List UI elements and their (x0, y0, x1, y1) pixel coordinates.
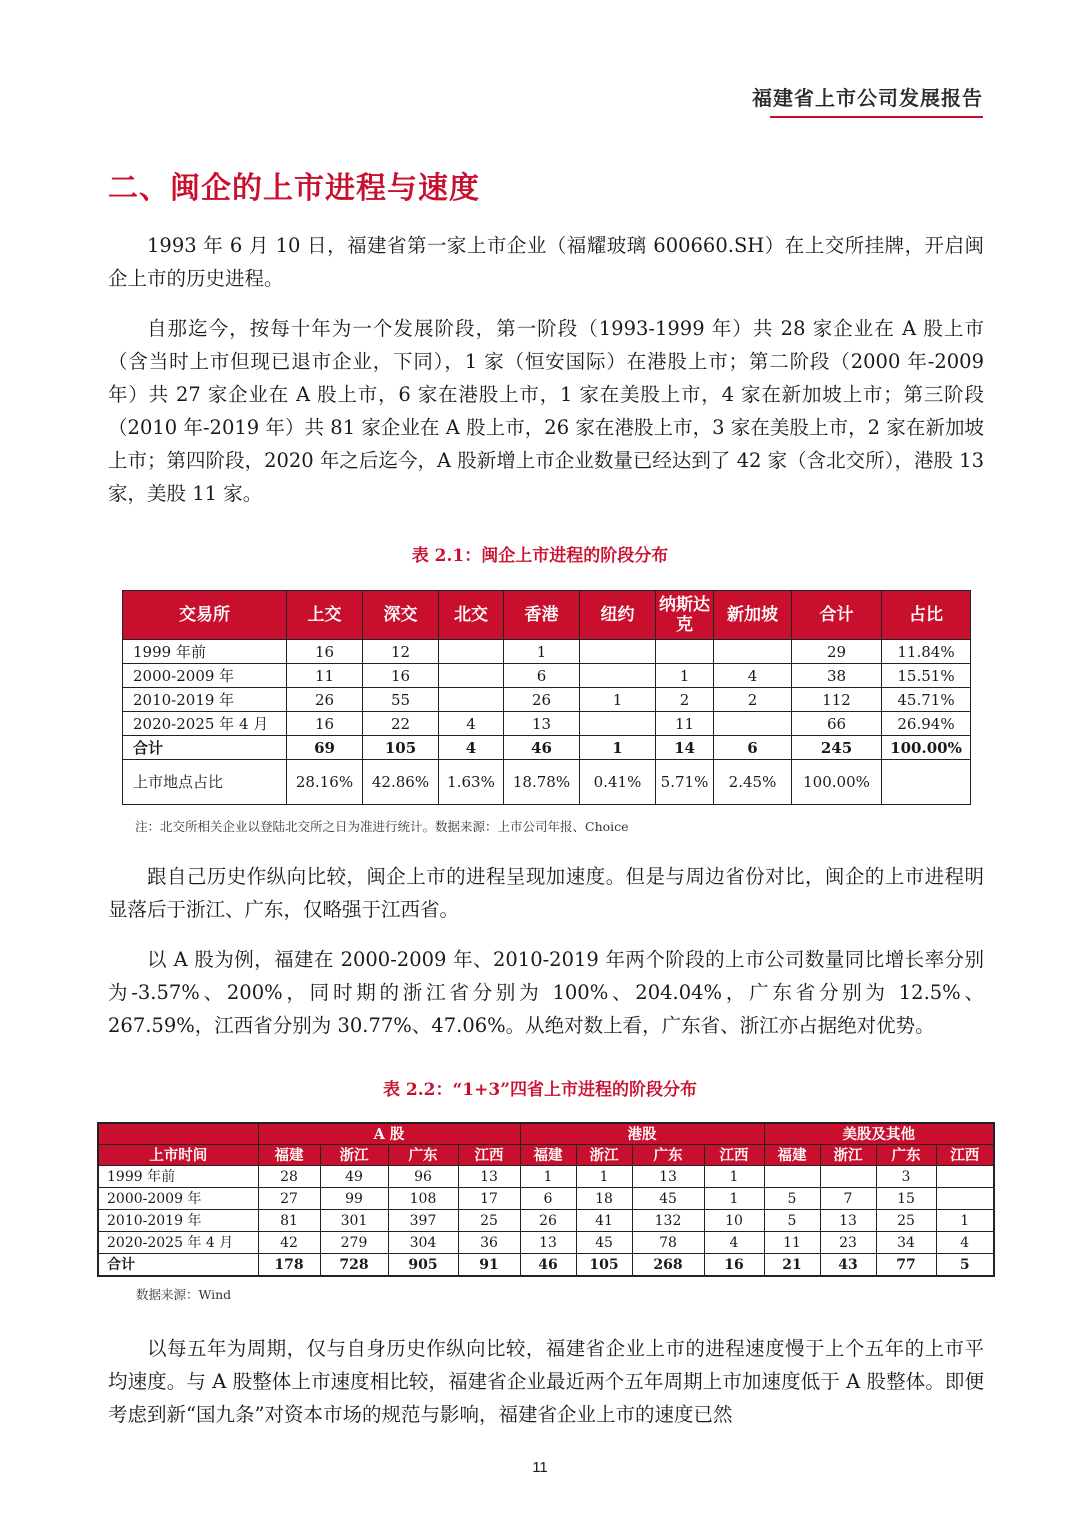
table-2-cell: 5 (764, 1188, 820, 1210)
table-2-province-header: 江西 (704, 1145, 764, 1166)
paragraph-1: 1993 年 6 月 10 日，福建省第一家上市企业（福耀玻璃 600660.SH）在上交所挂牌，开启闽企上市的历史进程。 (108, 234, 984, 290)
table-1-row (123, 640, 971, 664)
table-2-cell: 15 (876, 1188, 936, 1210)
table-2-cell (764, 1166, 820, 1188)
table-2-cell: 1 (520, 1166, 576, 1188)
table-1-row (123, 712, 971, 736)
table-2-cell: 11 (764, 1232, 820, 1254)
table-1-cell: 14 (656, 736, 714, 760)
table-1-cell: 2020-2025 年 4 月 (123, 712, 287, 736)
table-2-province-header: 浙江 (576, 1145, 632, 1166)
table-1-cell: 1999 年前 (123, 640, 287, 664)
table-1-cell: 26 (287, 688, 363, 712)
page-number: 11 (532, 1459, 548, 1476)
table-1-cell: 15.51% (882, 664, 971, 688)
table-2-cell: 105 (576, 1254, 632, 1277)
table-2-province-header: 广东 (388, 1145, 458, 1166)
table-2-cell: 7 (820, 1188, 876, 1210)
table-1-header-cell: 深交 (363, 591, 439, 640)
table-1-cell: 29 (792, 640, 882, 664)
table-2-corner-cell (98, 1123, 258, 1145)
table-2-cell: 46 (520, 1254, 576, 1277)
table-1-cell: 112 (792, 688, 882, 712)
table-1-cell: 6 (504, 664, 580, 688)
table-2-cell: 13 (520, 1232, 576, 1254)
table-2-cell: 5 (936, 1254, 994, 1277)
table-2-caption: 表 2.2：“1+3”四省上市进程的阶段分布 (383, 1080, 697, 1100)
table-2-cell: 905 (388, 1254, 458, 1277)
table-1 (122, 590, 971, 805)
table-1-cell: 2 (656, 688, 714, 712)
table-1-cell: 1 (580, 736, 656, 760)
paragraph-4: 以 A 股为例，福建在 2000-2009 年、2010-2019 年两个阶段的上市公司数量同比增长率分别为-3.57%、200%，同时期的浙江省分别为 100%、204.04%，广东省分别为 12.5%、267.59%，江西省分别为 30.77%、47.06%。从绝对数上看，广东省、浙江亦占据绝对优势。 (108, 948, 984, 1037)
table-2-cell: 49 (320, 1166, 388, 1188)
table-1-cell: 4 (439, 712, 504, 736)
table-1-cell: 0.41% (580, 760, 656, 805)
table-2-cell: 41 (576, 1210, 632, 1232)
table-2-cell: 397 (388, 1210, 458, 1232)
report-title: 福建省上市公司发展报告 (752, 86, 983, 110)
table-2-cell: 268 (632, 1254, 704, 1277)
table-2-row (98, 1232, 994, 1254)
table-1-cell (439, 640, 504, 664)
table-2-cell: 4 (936, 1232, 994, 1254)
table-2-cell: 合计 (98, 1254, 258, 1277)
table-1-cell (714, 640, 792, 664)
table-2-cell: 77 (876, 1254, 936, 1277)
table-1-cell: 合计 (123, 736, 287, 760)
table-1-cell (439, 688, 504, 712)
table-1-cell: 4 (439, 736, 504, 760)
table-2-cell: 26 (520, 1210, 576, 1232)
table-1-cell: 1 (504, 640, 580, 664)
table-1-cell: 1.63% (439, 760, 504, 805)
running-header (752, 82, 983, 111)
table-1-cell (580, 640, 656, 664)
table-2-province-header: 广东 (632, 1145, 704, 1166)
table-1-cell: 2.45% (714, 760, 792, 805)
table-1-header-row (123, 591, 971, 640)
table-1-cell: 13 (504, 712, 580, 736)
table-1-note: 注：北交所相关企业以登陆北交所之日为准进行统计。数据来源：上市公司年报、Choice (135, 819, 629, 834)
table-2-cell: 1 (704, 1188, 764, 1210)
table-1-cell (714, 712, 792, 736)
table-1-cell: 11 (287, 664, 363, 688)
table-1-cell: 16 (363, 664, 439, 688)
table-1-cell: 上市地点占比 (123, 760, 287, 805)
table-1-cell: 105 (363, 736, 439, 760)
table-2-cell: 99 (320, 1188, 388, 1210)
table-1-header-cell: 纳斯达克 (656, 591, 714, 640)
table-2-cell (936, 1188, 994, 1210)
table-1-cell: 1 (580, 688, 656, 712)
table-1-cell (439, 664, 504, 688)
table-2-cell: 18 (576, 1188, 632, 1210)
table-2-cell: 17 (458, 1188, 520, 1210)
table-2-cell: 34 (876, 1232, 936, 1254)
table-2-cell: 25 (876, 1210, 936, 1232)
table-2-cell: 42 (258, 1232, 320, 1254)
table-2-total-row (98, 1254, 994, 1277)
table-1-cell: 22 (363, 712, 439, 736)
table-2-province-header: 江西 (458, 1145, 520, 1166)
table-1-cell: 11 (656, 712, 714, 736)
paragraph-5: 以每五年为周期，仅与自身历史作纵向比较，福建省企业上市的进程速度慢于上个五年的上市平均速度。与 A 股整体上市速度相比较，福建省企业最近两个五年周期上市加速度低于 A 股整体。即便考虑到新“国九条”对资本市场的规范与影响，福建省企业上市的速度已然 (108, 1337, 984, 1426)
table-2-cell: 2010-2019 年 (98, 1210, 258, 1232)
table-1-cell: 4 (714, 664, 792, 688)
table-2-cell: 27 (258, 1188, 320, 1210)
table-1-cell (580, 664, 656, 688)
table-1-cell (580, 712, 656, 736)
table-1-row (123, 688, 971, 712)
table-1-cell: 38 (792, 664, 882, 688)
table-2 (97, 1122, 995, 1277)
table-1-cell: 12 (363, 640, 439, 664)
table-2-cell: 78 (632, 1232, 704, 1254)
table-2-cell (936, 1166, 994, 1188)
table-2-province-header: 江西 (936, 1145, 994, 1166)
table-2-cell: 16 (704, 1254, 764, 1277)
table-1-share-row (123, 760, 971, 805)
table-2-cell: 25 (458, 1210, 520, 1232)
paragraph-3: 跟自己历史作纵向比较，闽企上市的进程呈现加速度。但是与周边省份对比，闽企的上市进程明显落后于浙江、广东，仅略强于江西省。 (108, 865, 984, 921)
table-1-cell (882, 760, 971, 805)
table-2-note: 数据来源：Wind (136, 1287, 232, 1302)
table-1-cell: 16 (287, 640, 363, 664)
table-2-cell: 10 (704, 1210, 764, 1232)
table-1-cell: 66 (792, 712, 882, 736)
table-1-cell: 28.16% (287, 760, 363, 805)
table-1-cell: 16 (287, 712, 363, 736)
table-1-cell: 45.71% (882, 688, 971, 712)
table-2-cell: 728 (320, 1254, 388, 1277)
table-1-cell: 245 (792, 736, 882, 760)
table-1-cell: 6 (714, 736, 792, 760)
table-1-cell: 100.00% (882, 736, 971, 760)
table-2-cell: 96 (388, 1166, 458, 1188)
paragraph-2: 自那迄今，按每十年为一个发展阶段，第一阶段（1993-1999 年）共 28 家企业在 A 股上市（含当时上市但现已退市企业，下同），1 家（恒安国际）在港股上市；第二阶段（2000 年-2009 年）共 27 家企业在 A 股上市，6 家在港股上市，1 家在美股上市，4 家在新加坡上市；第三阶段（2010 年-2019 年）共 81 家企业在 A 股上市，26 家在港股上市，3 家在美股上市，2 家在新加坡上市；第四阶段，2020 年之后迄今，A 股新增上市企业数量已经达到了 42 家（含北交所），港股 13 家，美股 11 家。 (108, 317, 984, 505)
table-1-row (123, 664, 971, 688)
table-2-cell: 36 (458, 1232, 520, 1254)
table-2-province-header: 福建 (258, 1145, 320, 1166)
table-2-province-header: 浙江 (820, 1145, 876, 1166)
table-1-cell: 2 (714, 688, 792, 712)
table-1-cell: 2010-2019 年 (123, 688, 287, 712)
table-1-cell (656, 640, 714, 664)
table-2-cell: 45 (632, 1188, 704, 1210)
table-1-header-cell: 北交 (439, 591, 504, 640)
table-1-header-cell: 合计 (792, 591, 882, 640)
table-1-cell: 2000-2009 年 (123, 664, 287, 688)
table-2-group-row (98, 1123, 994, 1145)
table-2-province-header: 浙江 (320, 1145, 388, 1166)
table-2-cell: 1 (936, 1210, 994, 1232)
table-1-cell: 5.71% (656, 760, 714, 805)
table-1-cell: 18.78% (504, 760, 580, 805)
table-2-row (98, 1166, 994, 1188)
table-2-cell: 81 (258, 1210, 320, 1232)
table-2-cell: 91 (458, 1254, 520, 1277)
table-2-cell: 1 (576, 1166, 632, 1188)
table-1-cell: 46 (504, 736, 580, 760)
table-1-cell: 69 (287, 736, 363, 760)
table-1-header-cell: 新加坡 (714, 591, 792, 640)
table-2-province-row (98, 1145, 994, 1166)
table-1-cell: 26.94% (882, 712, 971, 736)
section-title: 二、闽企的上市进程与速度 (108, 171, 480, 206)
table-2-cell: 2000-2009 年 (98, 1188, 258, 1210)
table-2-cell: 304 (388, 1232, 458, 1254)
table-2-cell: 279 (320, 1232, 388, 1254)
table-2-cell: 108 (388, 1188, 458, 1210)
table-1-header-cell: 香港 (504, 591, 580, 640)
table-1-header-cell: 上交 (287, 591, 363, 640)
table-2-cell: 178 (258, 1254, 320, 1277)
table-2-cell: 2020-2025 年 4 月 (98, 1232, 258, 1254)
table-2-cell: 43 (820, 1254, 876, 1277)
table-2-cell: 3 (876, 1166, 936, 1188)
table-2-cell: 13 (820, 1210, 876, 1232)
table-2-cell (820, 1166, 876, 1188)
table-2-group-header: 港股 (520, 1123, 764, 1145)
table-2-cell: 13 (458, 1166, 520, 1188)
table-2-cell: 45 (576, 1232, 632, 1254)
table-2-row (98, 1188, 994, 1210)
table-1-header-cell: 交易所 (123, 591, 287, 640)
table-1-cell: 55 (363, 688, 439, 712)
table-2-cell: 6 (520, 1188, 576, 1210)
table-2-cell: 21 (764, 1254, 820, 1277)
table-2-province-header: 广东 (876, 1145, 936, 1166)
table-1-cell: 11.84% (882, 640, 971, 664)
table-2-header-cell: 上市时间 (98, 1145, 258, 1166)
table-2-province-header: 福建 (764, 1145, 820, 1166)
table-2-cell: 1 (704, 1166, 764, 1188)
table-1-cell: 26 (504, 688, 580, 712)
table-1-header-cell: 占比 (882, 591, 971, 640)
table-2-cell: 1999 年前 (98, 1166, 258, 1188)
table-2-group-header: A 股 (258, 1123, 520, 1145)
table-2-cell: 4 (704, 1232, 764, 1254)
table-1-cell: 42.86% (363, 760, 439, 805)
table-1-header-cell: 纽约 (580, 591, 656, 640)
table-2-cell: 301 (320, 1210, 388, 1232)
table-1-total-row (123, 736, 971, 760)
table-1-cell: 100.00% (792, 760, 882, 805)
table-1-cell: 1 (656, 664, 714, 688)
header-rule (770, 116, 983, 118)
table-2-cell: 23 (820, 1232, 876, 1254)
table-2-cell: 132 (632, 1210, 704, 1232)
table-2-cell: 13 (632, 1166, 704, 1188)
table-2-group-header: 美股及其他 (764, 1123, 994, 1145)
table-1-caption: 表 2.1：闽企上市进程的阶段分布 (411, 546, 669, 566)
table-2-cell: 5 (764, 1210, 820, 1232)
table-2-province-header: 福建 (520, 1145, 576, 1166)
table-2-cell: 28 (258, 1166, 320, 1188)
table-2-row (98, 1210, 994, 1232)
